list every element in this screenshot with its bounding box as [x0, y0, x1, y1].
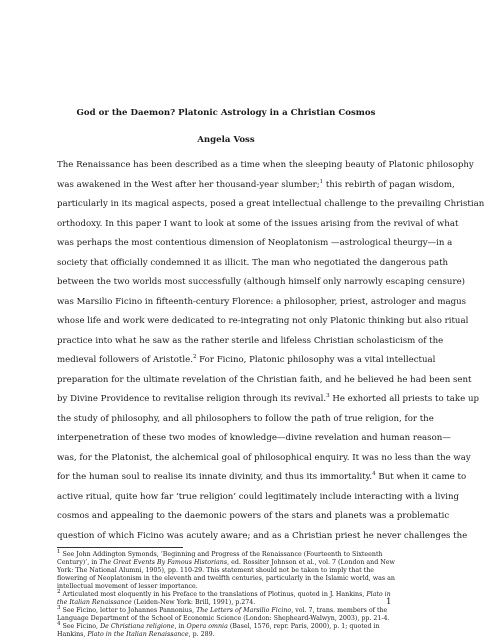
body-line: question of which Ficino was acutely aware; and as a Christian priest he never challenges the [57, 531, 468, 541]
body-line: between the two worlds most successfully (although himself only narrowly escaping censure) [57, 277, 466, 287]
body-line: whose life and work were dedicated to re-integrating not only Platonic thinking but also ritual [57, 316, 469, 326]
footnote-line: Language Department of the School of Economic Science (London: Shepheard-Walwyn, 2003), pp. 21-4. [57, 615, 390, 622]
footnote-line: Century)’, in The Great Events By Famous Historians, ed. Rossiter Johnson et al., vol. 7 (London and New [57, 559, 395, 566]
body-line: by Divine Providence to revitalise religion through its revival.$^3$ He exhorted all priests to take up [57, 393, 479, 404]
footnote-marker: 1 [319, 179, 324, 186]
footnote: $^4$ See Ficino, De Christiana religione, in Opera omnia (Basel, 1576, repr. Paris, 2000), p. 1; quoted in [57, 620, 380, 630]
body-line: medieval followers of Aristotle.$^2$ For Ficino, Platonic philosophy was a vital intellectual [57, 354, 436, 365]
body-line: orthodoxy. In this paper I want to look at some of the issues arising from the revival of what [57, 219, 459, 229]
body-line: active ritual, quite how far ‘true religion’ could legitimately include interacting with a living [57, 492, 460, 502]
body-line: interpenetration of these two modes of knowledge—divine revelation and human reason— [57, 433, 451, 443]
footnote-marker: 4 [372, 471, 376, 478]
body-line: cosmos and appealing to the daemonic powers of the stars and planets was a problematic [57, 511, 450, 521]
body-line: the study of philosophy, and all philosophers to follow the path of true religion, for the [57, 414, 434, 424]
footnote-line: the Italian Renaissance (Leiden-New York: Brill, 1991), p.274. [57, 599, 256, 606]
footnote-marker: 2 [192, 354, 197, 361]
footnote: $^2$ Articulated most eloquently in his Preface to the translations of Plotinus, quoted in J. Hankins, Plato in [57, 588, 391, 598]
body-line: society that officially condemned it as illicit. The man who negotiated the dangerous path [57, 258, 449, 268]
author-name: Angela Voss [197, 135, 255, 145]
footnote-divider [57, 547, 183, 548]
page-number: 1 [386, 597, 392, 607]
body-line: preparation for the ultimate revelation of the Christian faith, and he believed he had been sent [57, 375, 472, 385]
body-line: was, for the Platonist, the alchemical goal of philosophical enquiry. It was no less than the way [57, 453, 471, 463]
footnote: $^3$ See Ficino, letter to Johannes Pannonius, The Letters of Marsilio Ficino, vol. 7, trans. members of the [57, 604, 388, 614]
footnote: $^1$ See John Addington Symonds, ‘Beginning and Progress of the Renaissance (Fourteenth to Sixteenth [57, 548, 383, 558]
body-line: The Renaissance has been described as a time when the sleeping beauty of Platonic philosophy [57, 160, 474, 170]
paper-title: God or the Daemon? Platonic Astrology in a Christian Cosmos [76, 108, 376, 118]
body-line: was awakened in the West after her thousand-year slumber;$^1$ this rebirth of pagan wisdom, [57, 179, 455, 190]
footnote-marker: 3 [326, 393, 330, 400]
body-line: for the human soul to realise its innate divinity, and thus its immortality.$^4$ But when it came to [57, 471, 467, 482]
body-line: particularly in its magical aspects, posed a great intellectual challenge to the prevailing Christian [57, 199, 484, 209]
body-line: practice into what he saw as the rather sterile and lifeless Christian scholasticism of the [57, 336, 444, 346]
body-line: was Marsilio Ficino in fifteenth-century Florence: a philosopher, priest, astrologer and magus [57, 297, 467, 307]
footnote-line: Hankins, Plato in the Italian Renaissance, p. 289. [57, 631, 215, 638]
footnote-line: York: The National Alumni, 1905), pp. 110-29. This statement should not be taken to imply that the [57, 567, 374, 574]
footnote-line: intellectual movement of lesser importance. [57, 583, 198, 590]
footnote-line: flowering of Neoplatonism in the eleventh and twelfth centuries, particularly in the Islamic world, was an [57, 575, 395, 582]
body-line: was perhaps the most contentious dimension of Neoplatonism —astrological theurgy—in a [57, 238, 453, 248]
